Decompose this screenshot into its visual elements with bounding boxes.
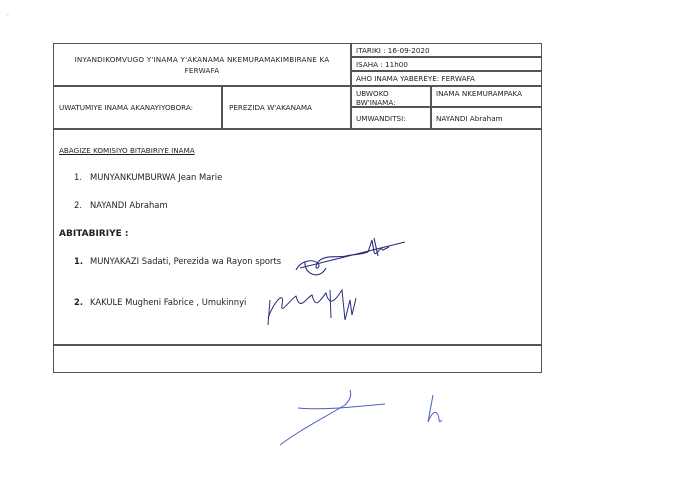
- signature-4-drawing: [428, 395, 442, 422]
- document-title-text: INYANDIKOMVUGO Y'INAMA Y'AKANAMA NKEMURAMAKIMBIRANE KA FERWAFA: [74, 54, 330, 75]
- date-field: ITARIKI : 16-09-2020: [351, 43, 542, 57]
- attendees-title: ABITABIRIYE :: [59, 229, 129, 239]
- member-number: 2.: [74, 200, 82, 210]
- margin-mark: ◦: [6, 12, 10, 19]
- time-field: ISAHA : 11h00: [351, 57, 542, 71]
- convener-value: PEREZIDA W'AKANAMA: [222, 86, 351, 129]
- signature-3-drawing: [280, 390, 385, 445]
- member-name: NAYANDI Abraham: [90, 200, 168, 210]
- meeting-type-label: UBWOKO BW'INAMA:: [351, 86, 431, 107]
- meeting-type-value: INAMA NKEMURAMPAKA: [431, 86, 542, 107]
- signature-2-drawing: [268, 290, 356, 325]
- attendee-name: MUNYAKAZI Sadati, Perezida wa Rayon sports: [90, 256, 282, 266]
- member-number: 1.: [74, 172, 82, 182]
- location-field: AHO INAMA YABEREYE: FERWAFA: [351, 71, 542, 86]
- attendee-number: 1.: [74, 256, 84, 266]
- signature-1-drawing: [296, 238, 405, 275]
- member-name: MUNYANKUMBURWA Jean Marie: [90, 172, 223, 182]
- members-title: ABAGIZE KOMISIYO BITABIRIYE INAMA: [59, 146, 195, 155]
- secretary-value: NAYANDI Abraham: [431, 107, 542, 129]
- convener-label: UWATUMIYE INAMA AKANAYIYOBORA:: [53, 86, 222, 129]
- attendee-name: KAKULE Mugheni Fabrice , Umukinnyi: [90, 297, 247, 307]
- secretary-label: UMWANDITSI:: [351, 107, 431, 129]
- attendee-number: 2.: [74, 297, 84, 307]
